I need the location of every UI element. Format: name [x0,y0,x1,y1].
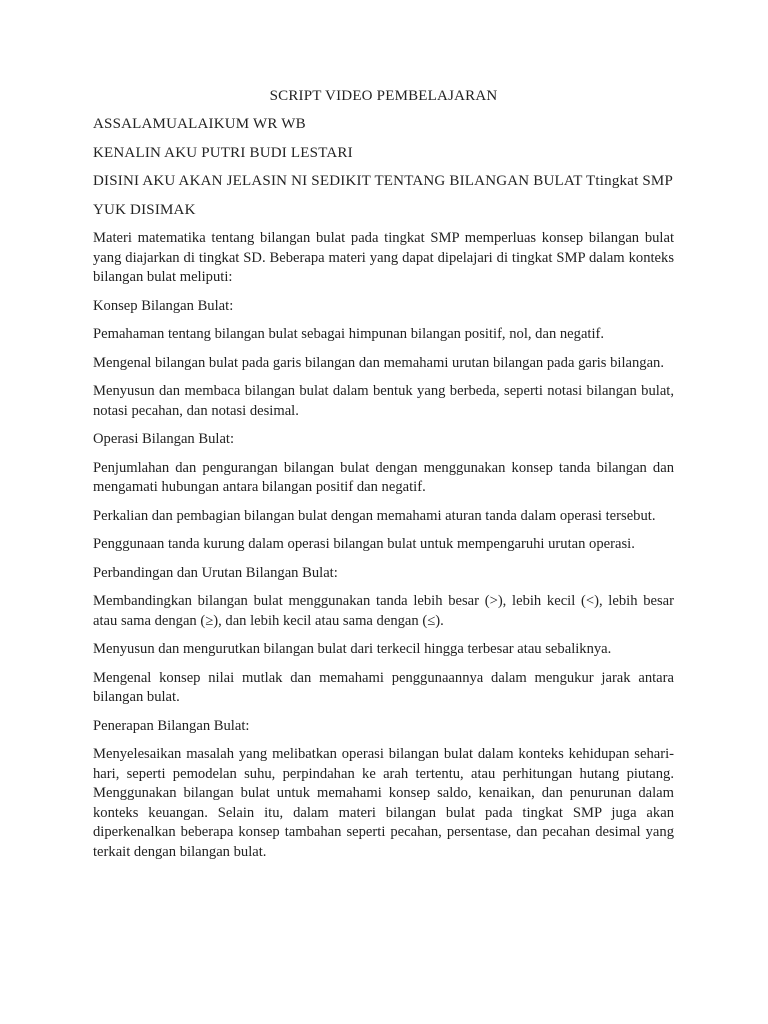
paragraph: Penggunaan tanda kurung dalam operasi bilangan bulat untuk mempengaruhi urutan operasi. [93,536,635,552]
section-heading-operations: Operasi Bilangan Bulat: [93,431,235,447]
paragraph: Mengenal konsep nilai mutlak dan memahami penggunaannya dalam mengukur jarak antara bilangan bulat. [93,669,674,705]
paragraph: Pemahaman tentang bilangan bulat sebagai himpunan bilangan positif, nol, dan negatif. [93,326,605,342]
document-title: SCRIPT VIDEO PEMBELAJARAN [269,88,498,104]
section-heading-application: Penerapan Bilangan Bulat: [93,717,250,734]
topic-line: DISINI AKU AKAN JELASIN NI SEDIKIT TENTANG BILANGAN BULAT Ttingkat SMP [93,173,674,189]
paragraph: Menyusun dan mengurutkan bilangan bulat dari terkecil hingga terbesar atau sebaliknya. [93,641,612,657]
paragraph: Penjumlahan dan pengurangan bilangan bulat dengan menggunakan konsep tanda bilangan dan mengamati hubungan antara bilangan positif dan negatif. [93,459,674,495]
paragraph: Membandingkan bilangan bulat menggunakan tanda lebih besar (>), lebih kecil (<), lebih besar atau sama dengan (≥), dan lebih kecil atau sama dengan (≤). [93,593,674,629]
paragraph: Perkalian dan pembagian bilangan bulat dengan memahami aturan tanda dalam operasi tersebut. [93,507,656,524]
opening-paragraph: Materi matematika tentang bilangan bulat pada tingkat SMP memperluas konsep bilangan bulat yang diajarkan di tingkat SD. Beberapa materi yang dapat dipelajari di tingkat SMP dalam konteks bilangan bulat meliputi: [93,230,674,285]
paragraph: Mengenal bilangan bulat pada garis bilangan dan memahami urutan bilangan pada garis bilangan. [93,354,664,371]
greeting-line: ASSALAMUALAIKUM WR WB [93,116,306,132]
section-heading-comparison: Perbandingan dan Urutan Bilangan Bulat: [93,564,338,581]
section-heading-concept: Konsep Bilangan Bulat: [93,297,234,314]
paragraph: Menyusun dan membaca bilangan bulat dalam bentuk yang berbeda, seperti notasi bilangan bulat, notasi pecahan, dan notasi desimal. [93,383,674,419]
intro-line: KENALIN AKU PUTRI BUDI LESTARI [93,144,353,161]
call-line: YUK DISIMAK [93,201,196,218]
paragraph: Menyelesaikan masalah yang melibatkan operasi bilangan bulat dalam konteks kehidupan sehari-hari, seperti pemodelan suhu, perpindahan ke arah tertentu, atau perhitungan hutang piutang. Menggunakan bilangan bulat untuk memahami konsep saldo, kenaikan, dan penurunan dalam konteks keuangan. Selain itu, dalam materi bilangan bulat pada tingkat SMP juga akan diperkenalkan beberapa konsep tambahan seperti pecahan, persentase, dan pecahan desimal yang terkait dengan bilangan bulat. [93,746,674,860]
